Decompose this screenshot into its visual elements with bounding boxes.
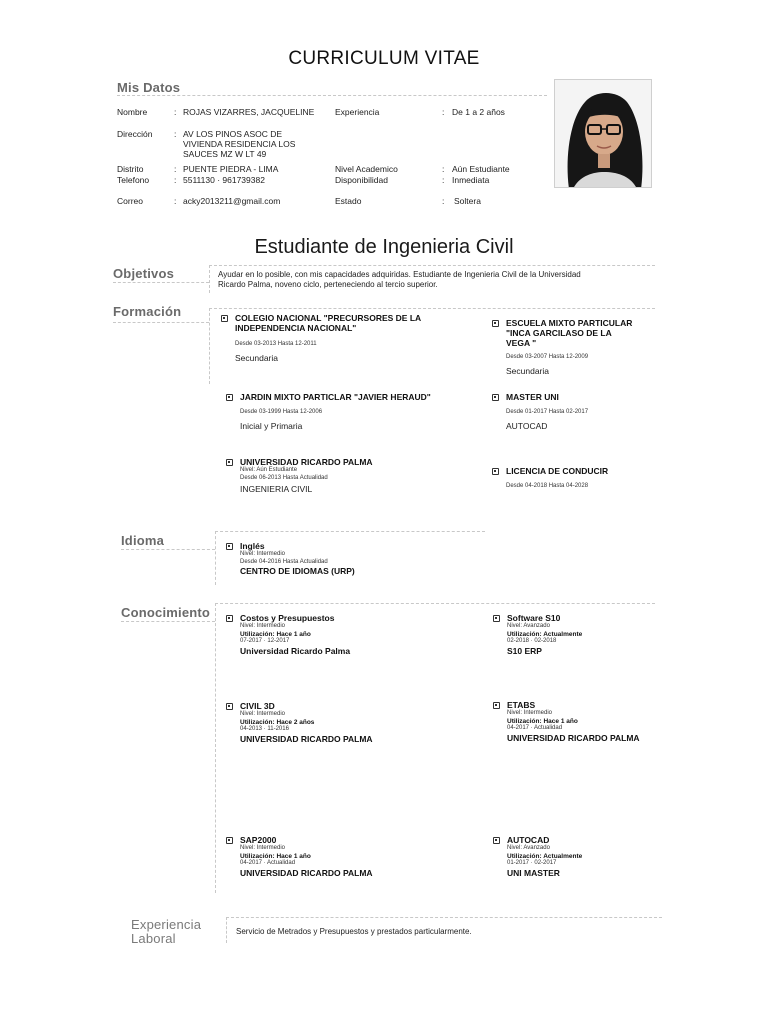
experiencia-label: Experiencia [335, 107, 380, 117]
conocimiento-name: UNIVERSIDAD RICARDO PALMA [507, 732, 640, 743]
conocimiento-item [226, 701, 373, 745]
experiencia-text: Servicio de Metrados y Presupuestos y prestados particularmente. [236, 927, 472, 936]
bullet-icon [493, 702, 500, 709]
estado-value: Soltera [454, 196, 481, 206]
direccion-line: VIVIENDA RESIDENCIA LOS [183, 139, 296, 149]
formacion-dates: Desde 01-2017 Hasta 02-2017 [506, 409, 589, 415]
portrait-image [555, 80, 652, 188]
conocimiento-title: ETABS [507, 700, 536, 710]
conocimiento-nivel: Nivel: Intermedio [240, 711, 286, 717]
conocimiento-uso: Utilización: Actualmente [507, 852, 583, 860]
telefono-label: Telefono [117, 175, 150, 185]
conocimiento-dates: 07-2017 · 12-2017 [240, 638, 290, 644]
conocimiento-dates: 04-2017 · Actualidad [240, 860, 296, 866]
formacion-dates: Desde 03-1999 Hasta 12-2006 [240, 409, 323, 415]
section-conocimiento: Conocimiento [121, 605, 211, 620]
formacion-item [492, 318, 632, 377]
separator: : [174, 107, 177, 117]
bullet-icon [226, 837, 233, 844]
objetivos-line: Ricardo Palma, noveno ciclo, perteneciendo al tercio superior. [218, 280, 438, 289]
formacion-name: INGENIERIA CIVIL [240, 484, 313, 494]
conocimiento-name: UNIVERSIDAD RICARDO PALMA [240, 867, 373, 878]
conocimiento-title: AUTOCAD [507, 835, 550, 845]
bullet-icon [226, 615, 233, 622]
formacion-title: INDEPENDENCIA NACIONAL" [235, 323, 357, 333]
idioma-name: CENTRO DE IDIOMAS (URP) [240, 566, 355, 576]
conocimiento-uso: Utilización: Hace 1 año [507, 717, 578, 725]
objetivos-line: Ayudar en lo posible, con mis capacidades adquiridas. Estudiante de Ingenieria Civil de la Universidad [218, 270, 581, 279]
direccion-line: AV LOS PINOS ASOC DE [183, 129, 283, 139]
conocimiento-dates: 04-2013 · 11-2016 [240, 726, 289, 732]
separator: : [442, 196, 445, 206]
disponibilidad-value: Inmediata [452, 175, 490, 185]
separator: : [442, 175, 445, 185]
conocimiento-nivel: Nivel: Avanzado [507, 845, 550, 851]
conocimiento-uso: Utilización: Hace 1 año [240, 630, 311, 638]
divider [209, 308, 655, 309]
divider [215, 531, 216, 585]
bullet-icon [492, 320, 499, 327]
formacion-name: AUTOCAD [506, 420, 548, 431]
telefono-value: 5511130 · 961739382 [183, 175, 265, 185]
conocimiento-name: S10 ERP [507, 645, 542, 656]
conocimiento-nivel: Nivel: Intermedio [240, 845, 286, 851]
section-objetivos: Objetivos [113, 266, 175, 281]
conocimiento-dates: 02-2018 · 02-2018 [507, 638, 557, 644]
section-formacion: Formación [113, 304, 182, 319]
conocimiento-title: SAP2000 [240, 835, 277, 845]
divider [113, 322, 209, 323]
divider [121, 621, 215, 622]
formacion-title: UNIVERSIDAD RICARDO PALMA [240, 457, 373, 467]
nivel-label: Nivel Academico [335, 164, 398, 174]
conocimiento-name: Universidad Ricardo Palma [240, 645, 351, 656]
bullet-icon [226, 703, 233, 710]
bullet-icon [492, 468, 499, 475]
conocimiento-dates: 04-2017 · Actualidad [507, 725, 563, 731]
bullet-icon [226, 394, 233, 401]
formacion-title: VEGA " [506, 338, 537, 348]
formacion-name: Secundaria [506, 365, 550, 376]
profile-headline: Estudiante de Ingenieria Civil [254, 236, 514, 258]
conocimiento-name: UNI MASTER [507, 867, 560, 878]
formacion-name: Secundaria [235, 352, 279, 363]
separator: : [174, 175, 177, 185]
nombre-value: ROJAS VIZARRES, JACQUELINE [183, 107, 315, 117]
section-mis-datos: Mis Datos [117, 80, 181, 95]
separator: : [174, 196, 177, 206]
formacion-item [226, 392, 431, 432]
section-experiencia-line: Experiencia [131, 917, 202, 932]
divider [226, 917, 227, 943]
direccion-value [183, 129, 295, 159]
nivel-value: Aún Estudiante [452, 164, 510, 174]
formacion-name: Inicial y Primaria [240, 420, 303, 431]
idioma-nivel: Nivel: Intermedio [240, 551, 286, 557]
formacion-item [226, 457, 373, 495]
conocimiento-item [493, 835, 582, 879]
conocimiento-name: UNIVERSIDAD RICARDO PALMA [240, 733, 373, 744]
formacion-item [492, 466, 608, 491]
idioma-title: Inglés [240, 541, 265, 551]
formacion-title: JARDIN MIXTO PARTICLAR "JAVIER HERAUD" [240, 392, 431, 402]
conocimiento-title: CIVIL 3D [240, 701, 275, 711]
separator: : [442, 107, 445, 117]
formacion-title: ESCUELA MIXTO PARTICULAR [506, 318, 633, 328]
correo-value: acky2013211@gmail.com [183, 196, 281, 206]
divider [215, 603, 216, 893]
bullet-icon [226, 543, 233, 550]
experiencia-value: De 1 a 2 años [452, 107, 505, 117]
direccion-label: Dirección [117, 129, 153, 139]
bullet-icon [492, 394, 499, 401]
conocimiento-title: Software S10 [507, 613, 561, 623]
formacion-title: COLEGIO NACIONAL "PRECURSORES DE LA [235, 313, 422, 323]
formacion-item [221, 313, 421, 364]
nombre-label: Nombre [117, 107, 148, 117]
divider [209, 265, 210, 293]
correo-label: Correo [117, 196, 143, 206]
divider [113, 282, 209, 283]
divider [121, 549, 215, 550]
bullet-icon [493, 837, 500, 844]
divider [209, 308, 210, 384]
formacion-item [492, 392, 588, 432]
distrito-value: PUENTE PIEDRA - LIMA [183, 164, 279, 174]
conocimiento-title: Costos y Presupuestos [240, 613, 335, 623]
formacion-dates: Desde 03-2013 Hasta 12-2011 [235, 341, 317, 347]
conocimiento-item [493, 700, 640, 744]
separator: : [174, 164, 177, 174]
bullet-icon [221, 315, 228, 322]
divider [226, 917, 662, 918]
divider [215, 531, 485, 532]
conocimiento-dates: 01-2017 · 02-2017 [507, 860, 557, 866]
formacion-title: "INCA GARCILASO DE LA [506, 328, 612, 338]
separator: : [174, 129, 177, 139]
conocimiento-uso: Utilización: Hace 1 año [240, 852, 311, 860]
direccion-line: SAUCES MZ W LT 49 [183, 149, 267, 159]
distrito-label: Distrito [117, 164, 144, 174]
conocimiento-nivel: Nivel: Avanzado [507, 623, 550, 629]
conocimiento-item [226, 835, 373, 879]
profile-photo [554, 79, 652, 188]
conocimiento-nivel: Nivel: Intermedio [507, 710, 553, 716]
estado-label: Estado [335, 196, 362, 206]
conocimiento-item [226, 613, 350, 657]
conocimiento-nivel: Nivel: Intermedio [240, 623, 286, 629]
section-idioma: Idioma [121, 533, 165, 548]
formacion-dates: Desde 06-2013 Hasta Actualidad [240, 474, 328, 481]
idioma-dates: Desde 04-2016 Hasta Actualidad [240, 558, 328, 565]
divider [215, 603, 655, 604]
objetivos-text [218, 270, 581, 290]
formacion-title: MASTER UNI [506, 392, 559, 402]
divider [117, 95, 547, 96]
page-title: CURRICULUM VITAE [288, 48, 480, 69]
formacion-dates: Desde 04-2018 Hasta 04-2028 [506, 483, 589, 489]
bullet-icon [493, 615, 500, 622]
divider [209, 265, 655, 266]
disponibilidad-label: Disponibilidad [335, 175, 388, 185]
section-experiencia-line: Laboral [131, 931, 176, 946]
conocimiento-uso: Utilización: Actualmente [507, 630, 583, 638]
conocimiento-uso: Utilización: Hace 2 años [240, 718, 315, 726]
idioma-item [226, 541, 355, 577]
separator: : [442, 164, 445, 174]
formacion-nivel: Nivel: Aún Estudiante [240, 467, 298, 473]
bullet-icon [226, 459, 233, 466]
formacion-title: LICENCIA DE CONDUCIR [506, 466, 609, 476]
formacion-dates: Desde 03-2007 Hasta 12-2009 [506, 354, 589, 360]
section-experiencia-laboral [131, 918, 201, 946]
conocimiento-item [493, 613, 582, 657]
